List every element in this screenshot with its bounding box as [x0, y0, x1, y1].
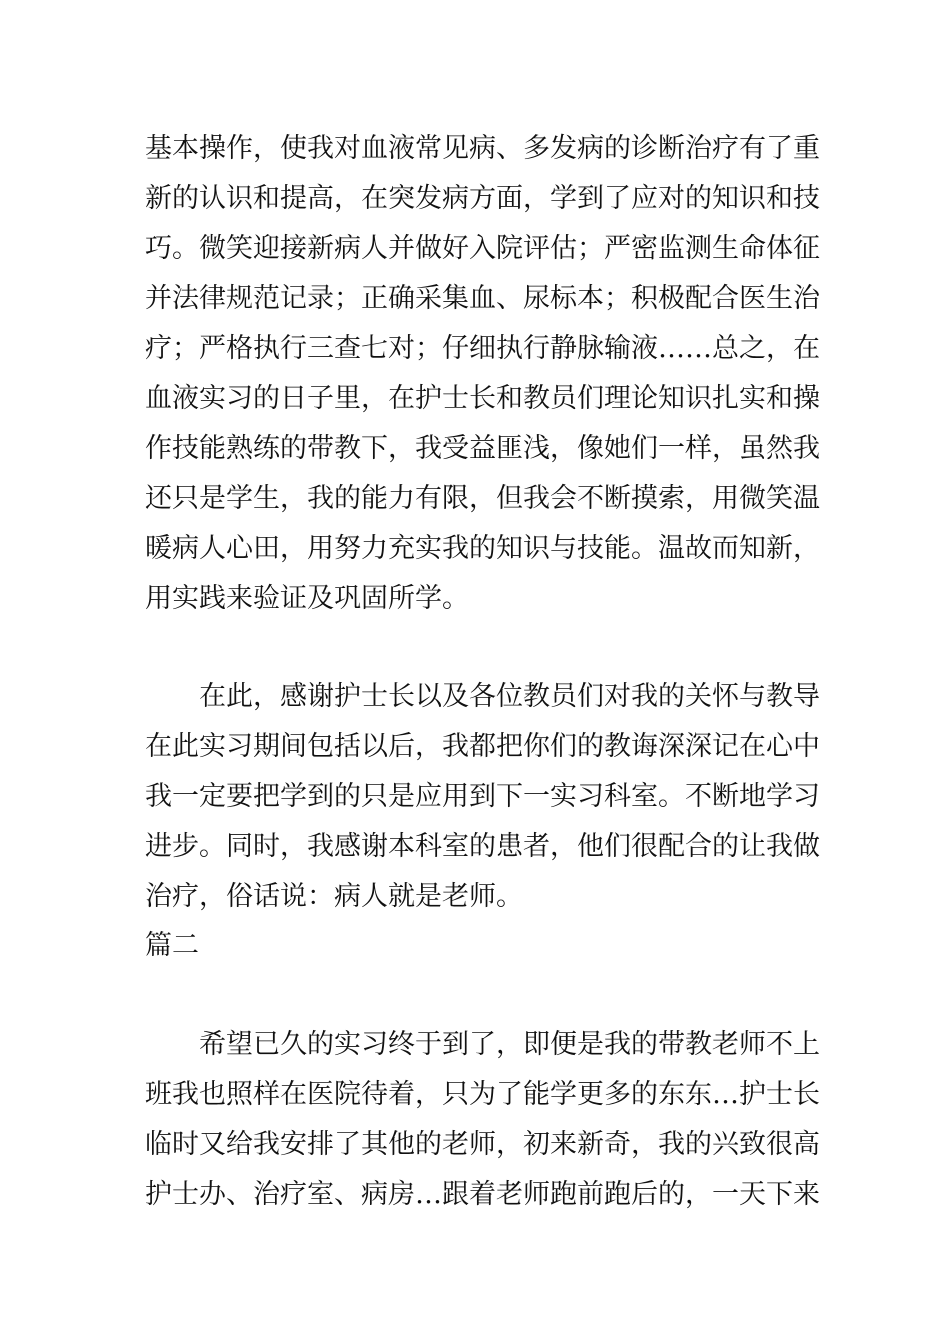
paragraph-line: 用实践来验证及巩固所学。 [145, 583, 469, 614]
paragraph-line: 临时又给我安排了其他的老师，初来新奇，我的兴致很高 [145, 1129, 820, 1160]
paragraph-line: 还只是学生，我的能力有限，但我会不断摸索，用微笑温 [145, 483, 820, 514]
paragraph-line: 治疗，俗话说：病人就是老师。 [145, 881, 523, 912]
paragraph-line: 在此，感谢护士长以及各位教员们对我的关怀与教导 [199, 681, 820, 712]
paragraph-line: 护士办、治疗室、病房…跟着老师跑前跑后的，一天下来 [145, 1179, 820, 1210]
paragraph-line: 我一定要把学到的只是应用到下一实习科室。不断地学习 [145, 781, 820, 812]
paragraph-line: 并法律规范记录；正确采集血、尿标本；积极配合医生治 [145, 283, 820, 314]
paragraph-line: 班我也照样在医院待着，只为了能学更多的东东…护士长 [145, 1079, 820, 1110]
paragraph-line: 基本操作，使我对血液常见病、多发病的诊断治疗有了重 [145, 133, 820, 164]
paragraph-line: 作技能熟练的带教下，我受益匪浅，像她们一样，虽然我 [145, 433, 820, 464]
section-heading: 篇二 [145, 930, 199, 961]
paragraph-line: 新的认识和提高，在突发病方面，学到了应对的知识和技 [145, 183, 820, 214]
paragraph-line: 血液实习的日子里，在护士长和教员们理论知识扎实和操 [145, 383, 820, 414]
paragraph-line: 在此实习期间包括以后，我都把你们的教诲深深记在心中 [145, 731, 820, 762]
paragraph-line: 暖病人心田，用努力充实我的知识与技能。温故而知新， [145, 533, 820, 564]
paragraph-line: 进步。同时，我感谢本科室的患者，他们很配合的让我做 [145, 831, 820, 862]
paragraph-line: 希望已久的实习终于到了，即便是我的带教老师不上 [199, 1029, 820, 1060]
paragraph-line: 巧。微笑迎接新病人并做好入院评估；严密监测生命体征 [145, 233, 820, 264]
paragraph-line: 疗；严格执行三查七对；仔细执行静脉输液……总之，在 [145, 333, 820, 364]
